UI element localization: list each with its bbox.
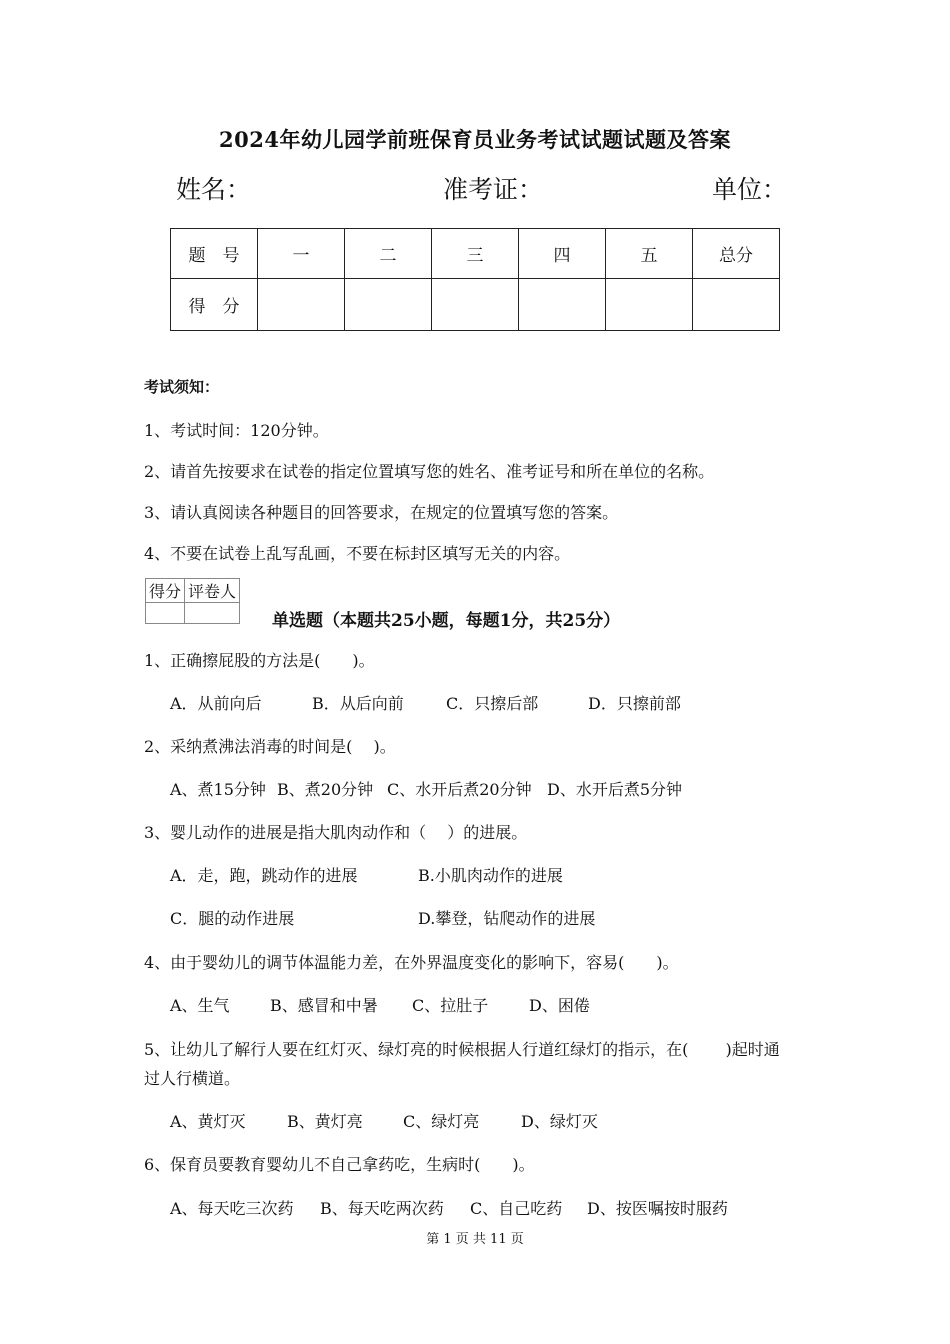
question-option: C．只擦后部 [446,694,539,713]
page-footer: 第 1 页 共 11 页 [426,1232,524,1247]
question-option: C、绿灯亮 [403,1112,480,1131]
score-cell-header: 总分 [693,229,780,279]
notice-item: 4、不要在试卷上乱写乱画，不要在标封区填写无关的内容。 [144,544,571,563]
grader-score-label: 得分 [146,579,185,603]
notice-item: 1、考试时间：120分钟。 [144,421,329,440]
score-cell-header: 二 [345,229,432,279]
score-cell-header: 三 [432,229,519,279]
score-cell-empty [432,279,519,331]
question-option: D.攀登，钻爬动作的进展 [418,909,596,928]
notice-item: 2、请首先按要求在试卷的指定位置填写您的姓名、准考证号和所在单位的名称。 [144,462,715,481]
question-option: D、水开后煮5分钟 [547,780,683,799]
question-stem: 2、采纳煮沸法消毒的时间是( )。 [144,737,396,756]
score-cell-label: 题 号 [171,229,258,279]
question-option: D．只擦前部 [588,694,681,713]
grader-score-cell [146,603,185,624]
question-option: A、每天吃三次药 [170,1199,294,1218]
question-option: A、煮15分钟 [170,780,266,799]
unit-field-label: 单位： [712,175,788,204]
question-stem: 3、婴儿动作的进展是指大肌肉动作和（ ）的进展。 [144,823,528,842]
grader-box [145,578,240,624]
question-option: B.小肌肉动作的进展 [418,866,563,885]
grader-name-label: 评卷人 [185,579,240,603]
notice-item: 3、请认真阅读各种题目的回答要求，在规定的位置填写您的答案。 [144,503,619,522]
question-stem: 1、正确擦屁股的方法是( )。 [144,651,375,670]
question-stem: 4、由于婴幼儿的调节体温能力差，在外界温度变化的影响下，容易( )。 [144,953,679,972]
question-option: C、拉肚子 [412,996,489,1015]
question-stem-continued: 过人行横道。 [144,1069,241,1088]
section-title: 单选题（本题共25小题，每题1分，共25分） [272,611,621,631]
score-cell-header: 四 [519,229,606,279]
question-option: B．从后向前 [312,694,404,713]
question-option: A、生气 [170,996,230,1015]
name-field-label: 姓名： [176,175,252,204]
score-cell-empty [345,279,432,331]
question-option: A．走，跑，跳动作的进展 [170,866,358,885]
question-option: B、每天吃两次药 [320,1199,444,1218]
question-option: D、困倦 [529,996,590,1015]
question-option: A、黄灯灭 [170,1112,246,1131]
score-cell-empty [606,279,693,331]
notice-heading: 考试须知： [144,378,220,396]
exam-id-field-label: 准考证： [443,175,544,204]
question-option: A．从前向后 [170,694,262,713]
score-cell-empty [693,279,780,331]
question-option: B、感冒和中暑 [270,996,378,1015]
score-cell-empty [519,279,606,331]
question-option: D、按医嘱按时服药 [587,1199,728,1218]
score-table-header-row [171,229,780,279]
question-option: C、自己吃药 [470,1199,563,1218]
score-cell-empty [258,279,345,331]
question-option: B、黄灯亮 [287,1112,363,1131]
question-option: B、煮20分钟 [277,780,374,799]
score-cell-label: 得 分 [171,279,258,331]
score-cell-header: 一 [258,229,345,279]
question-option: C、水开后煮20分钟 [387,780,532,799]
question-option: C．腿的动作进展 [170,909,295,928]
document-title: 2024年幼儿园学前班保育员业务考试试题试题及答案 [219,127,731,152]
score-cell-header: 五 [606,229,693,279]
question-option: D、绿灯灭 [521,1112,598,1131]
score-table-score-row [171,279,780,331]
question-stem: 5、让幼儿了解行人要在红灯灭、绿灯亮的时候根据人行道红绿灯的指示，在( )起时通 [144,1040,780,1059]
question-stem: 6、保育员要教育婴幼儿不自己拿药吃，生病时( )。 [144,1155,535,1174]
score-table [170,228,780,331]
grader-name-cell [185,603,240,624]
